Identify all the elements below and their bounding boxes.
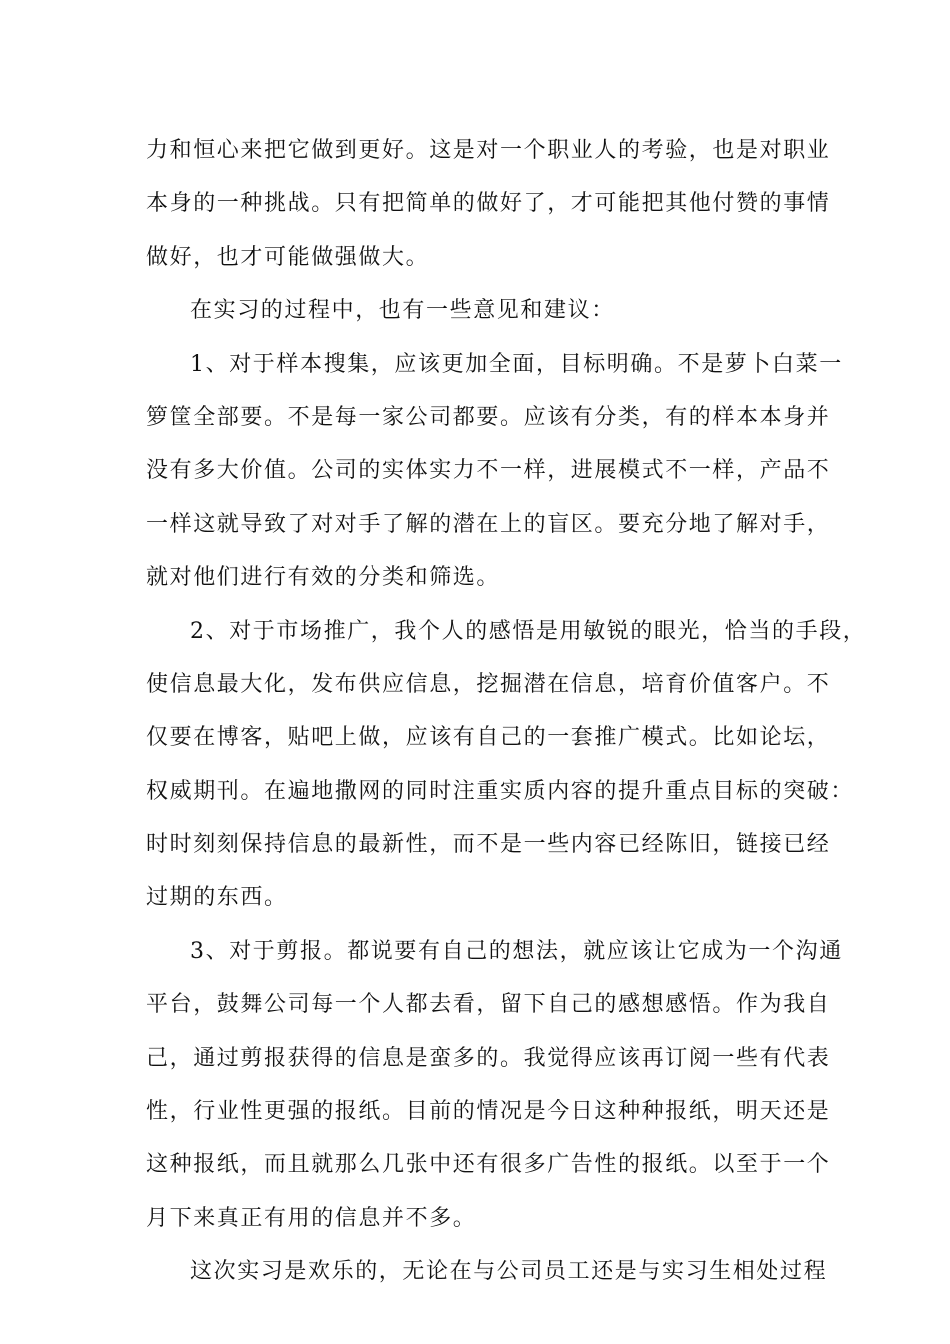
text-line: 平台，鼓舞公司每一个人都去看，留下自己的感想感悟。作为我自 <box>146 992 831 1018</box>
text-line: 权威期刊。在遍地撒网的同时注重实质内容的提升重点目标的突破： <box>146 778 855 804</box>
text-line: 仅要在博客，贴吧上做，应该有自己的一套推广模式。比如论坛， <box>146 725 831 751</box>
text-line: 力和恒心来把它做到更好。这是对一个职业人的考验，也是对职业 <box>146 138 831 163</box>
document-body <box>146 131 867 1306</box>
text-line: 2、对于市场推广，我个人的感悟是用敏锐的眼光，恰当的手段， <box>190 618 867 644</box>
text-line: 箩筐全部要。不是每一家公司都要。应该有分类，有的样本本身并 <box>146 404 831 430</box>
text-line: 没有多大价值。公司的实体实力不一样，进展模式不一样，产品不 <box>146 458 831 484</box>
text-line: 做好，也才可能做强做大。 <box>146 244 430 270</box>
text-line: 一样这就导致了对对手了解的潜在上的盲区。要充分地了解对手， <box>146 511 831 537</box>
text-line: 使信息最大化，发布供应信息，挖掘潜在信息，培育价值客户。不 <box>146 671 831 697</box>
text-line: 本身的一种挑战。只有把简单的做好了，才可能把其他付赞的事情 <box>146 191 831 217</box>
text-line: 时时刻刻保持信息的最新性，而不是一些内容已经陈旧，链接已经 <box>146 832 831 858</box>
text-line: 这种报纸，而且就那么几张中还有很多广告性的报纸。以至于一个 <box>146 1152 831 1178</box>
text-line: 这次实习是欢乐的，无论在与公司员工还是与实习生相处过程 <box>190 1259 828 1285</box>
text-line: 过期的东西。 <box>146 885 288 911</box>
text-line: 在实习的过程中，也有一些意见和建议： <box>190 298 615 324</box>
text-line: 3、对于剪报。都说要有自己的想法，就应该让它成为一个沟通 <box>190 938 843 964</box>
text-line: 就对他们进行有效的分类和筛选。 <box>146 565 501 591</box>
text-line: 己，通过剪报获得的信息是蛮多的。我觉得应该再订阅一些有代表 <box>146 1045 831 1071</box>
text-line: 性，行业性更强的报纸。目前的情况是今日这种种报纸，明天还是 <box>146 1099 831 1125</box>
text-line: 1、对于样本搜集，应该更加全面，目标明确。不是萝卜白菜一 <box>190 351 843 377</box>
text-line: 月下来真正有用的信息并不多。 <box>146 1205 477 1231</box>
